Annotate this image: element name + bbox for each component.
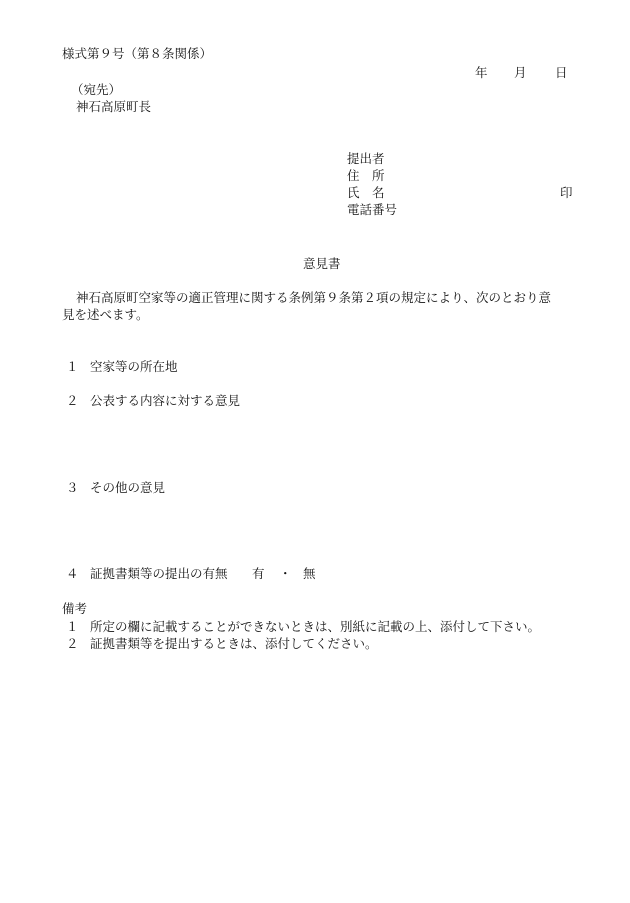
item-2-label: 公表する内容に対する意見 (90, 393, 241, 408)
submitter-phone-label: 電話番号 (347, 202, 398, 217)
date-year-label: 年 (475, 65, 488, 80)
submitter-label: 提出者 (347, 151, 385, 166)
addressee-label: （宛先） (71, 82, 122, 97)
body-line-1: 神石高原町空家等の適正管理に関する条例第９条第２項の規定により、次のとおり意 (76, 290, 552, 305)
date-month-label: 月 (514, 65, 527, 80)
item-4-label: 証拠書類等の提出の有無 (90, 566, 228, 581)
document-title: 意見書 (303, 256, 341, 271)
addressee: 神石高原町長 (76, 99, 152, 114)
item-1-label: 空家等の所在地 (90, 359, 178, 374)
item-2-number: ２ (66, 393, 79, 408)
submitter-name-label: 氏 名 (347, 185, 385, 200)
notes-heading: 備考 (62, 601, 88, 616)
item-1-number: １ (66, 359, 79, 374)
item-3-number: ３ (66, 480, 79, 495)
option-yes: 有 (252, 566, 265, 581)
body-line-2: 見を述べます。 (62, 307, 149, 322)
item-4-number: ４ (66, 566, 79, 581)
submitter-address-label: 住 所 (347, 168, 385, 183)
form-number: 様式第９号（第８条関係） (62, 46, 213, 61)
note-2-text: 証拠書類等を提出するときは、添付してください。 (90, 636, 378, 651)
date-day-label: 日 (555, 65, 568, 80)
note-1-number: １ (66, 619, 79, 634)
option-no: 無 (303, 566, 316, 581)
option-separator: ・ (279, 566, 292, 581)
item-3-label: その他の意見 (90, 480, 166, 495)
note-2-number: ２ (66, 636, 79, 651)
seal-mark: 印 (560, 185, 573, 200)
note-1-text: 所定の欄に記載することができないときは、別紙に記載の上、添付して下さい。 (90, 619, 541, 634)
